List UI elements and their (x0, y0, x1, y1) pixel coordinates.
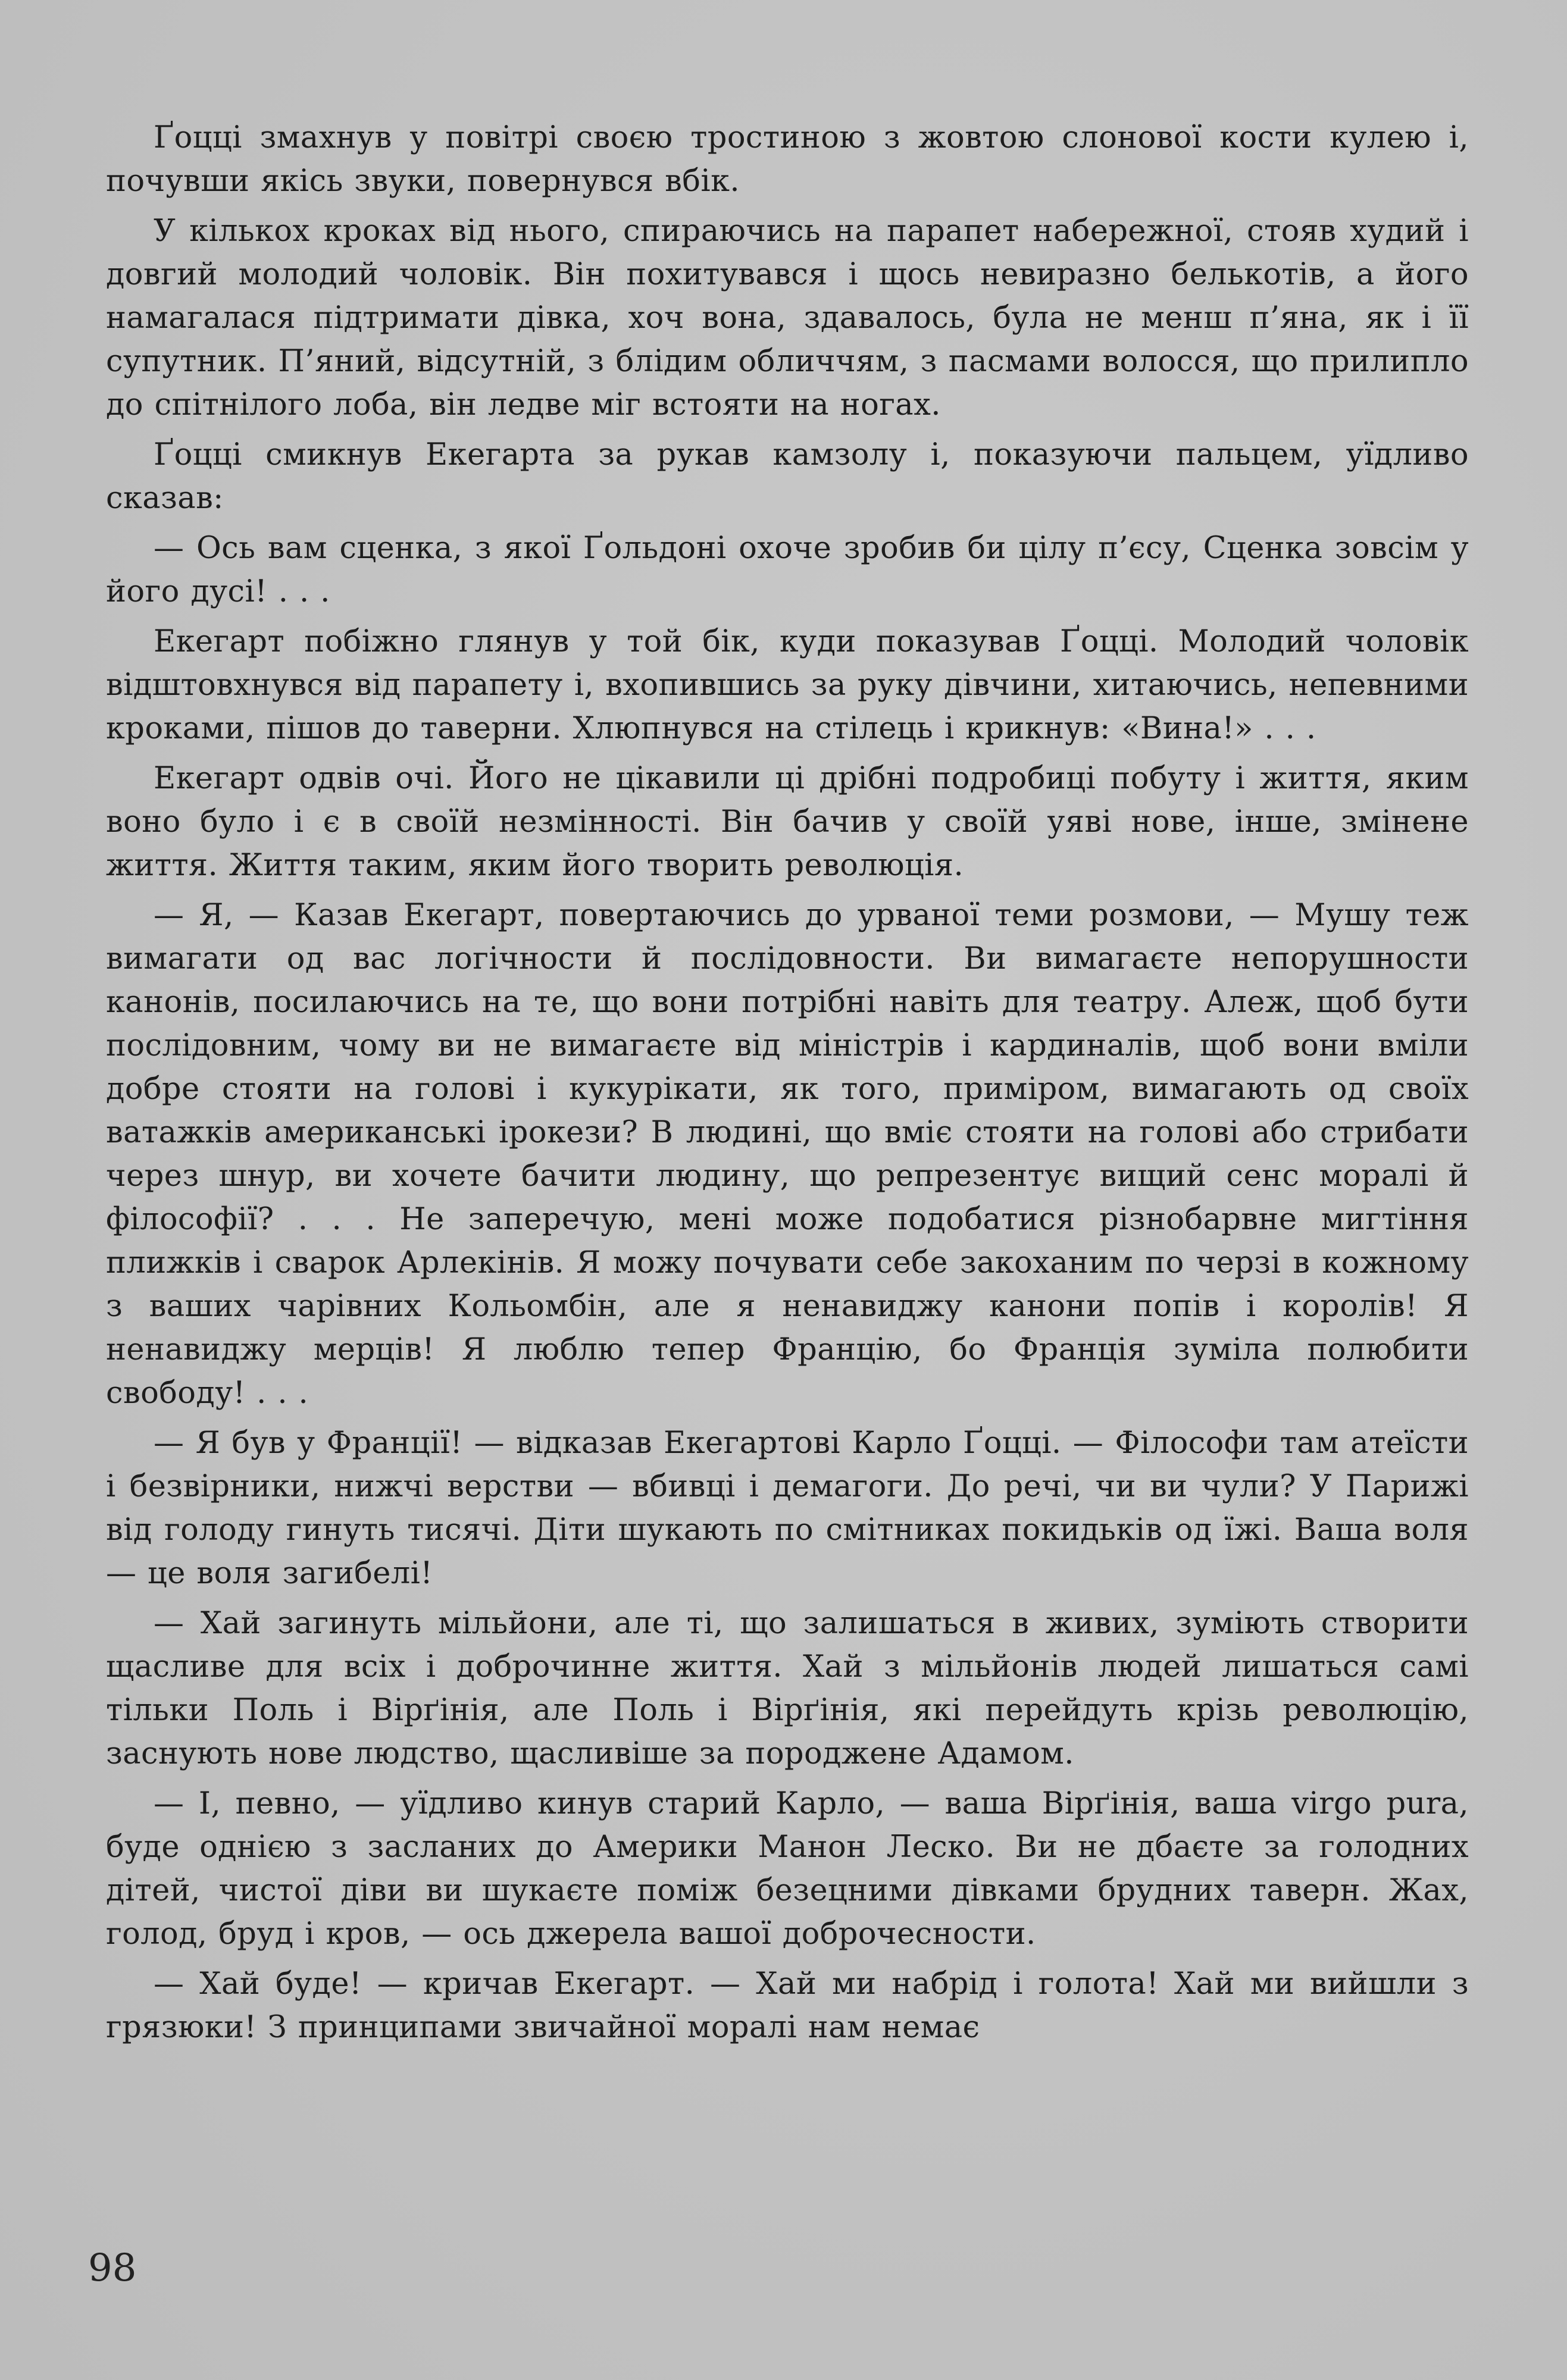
paragraph-1: Ґоцці змахнув у повітрі своєю тростиною з жовтою слонової кости кулею і, почувши якісь звуки, повернувся вбік. (106, 120, 1469, 199)
paragraph-2: У кількох кроках від нього, спираючись на парапет набережної, стояв худий і довгий молодий чоловік. Він похитувався і щось невиразно белькотів, а його намагалася підтримати дівка, хоч вона, здавалось, була не менш п’яна, як і її супутник. П’яний, відсутній, з блідим обличчям, з пасмами волосся, що прилипло до спітнілого лоба, він ледве міг встояти на ногах. (106, 214, 1469, 422)
paragraph-5: Екегарт побіжно глянув у той бік, куди показував Ґоцці. Молодий чоловік відштовхнувся від парапету і, вхопившись за руку дівчини, хитаючись, непевними кроками, пішов до таверни. Хлюпнувся на стілець і крикнув: «Вина!» . . . (106, 624, 1469, 746)
paragraph-7: — Я, — Казав Екегарт, повертаючись до урваної теми розмови, — Мушу теж вимагати од вас логічности й послідовности. Ви вимагаєте непорушности канонів, посилаючись на те, що вони потрібні навіть для театру. Алеж, щоб бути послідовним, чому ви не вимагаєте від міністрів і кардиналів, щоб вони вміли добре стояти на голові і кукурікати, як того, приміром, вимагають од своїх ватажків американські ірокези? В людині, що вміє стояти на голові або стрибати через шнур, ви хочете бачити людину, що репрезентує вищий сенс моралі й філософії? . . . Не заперечую, мені може подобатися різнобарвне мигтіння плижків і сварок Арлекінів. Я можу почувати себе закоханим по черзі в кожному з ваших чарівних Кольомбін, але я ненавиджу канони попів і королів! Я ненавиджу мерців! Я люблю тепер Францію, бо Франція зуміла полюбити свободу! . . . (106, 898, 1469, 1411)
paragraph-9: — Хай загинуть мільйони, але ті, що залишаться в живих, зуміють створити щасливе для всіх і доброчинне життя. Хай з мільйонів людей лишаться самі тільки Поль і Вірґінія, але Поль і Вірґінія, які перейдуть крізь революцію, заснують нове людство, щасливіше за породжене Адамом. (106, 1606, 1469, 1771)
body-text (106, 116, 1469, 2056)
paragraph-4: — Ось вам сценка, з якої Ґольдоні охоче зробив би цілу п’єсу, Сценка зовсім у його дусі! . . . (106, 531, 1469, 609)
paragraph-8: — Я був у Франції! — відказав Екегартові Карло Ґоцці. — Філософи там атеїсти і безвірники, нижчі верстви — вбивці і демагоги. До речі, чи ви чули? У Парижі від голоду гинуть тисячі. Діти шукають по смітниках покидьків од їжі. Ваша воля — це воля загибелі! (106, 1426, 1469, 1591)
page-number: 98 (88, 2246, 137, 2290)
paragraph-10: — І, певно, — уїдливо кинув старий Карло, — ваша Вірґінія, ваша virgo pura, буде однією з засланих до Америки Манон Леско. Ви не дбаєте за голодних дітей, чистої діви ви шукаєте поміж безецними дівками брудних таверн. Жах, голод, бруд і кров, — ось джерела вашої доброчесности. (106, 1786, 1469, 1952)
paragraph-3: Ґоцці смикнув Екегарта за рукав камзолу і, показуючи пальцем, уїдливо сказав: (106, 437, 1469, 516)
paragraph-11: — Хай буде! — кричав Екегарт. — Хай ми набрід і голота! Хай ми вийшли з грязюки! З принципами звичайної моралі нам немає (106, 1966, 1469, 2045)
paragraph-6: Екегарт одвів очі. Його не цікавили ці дрібні подробиці побуту і життя, яким воно було і є в своїй незмінності. Він бачив у своїй уяві нове, інше, змінене життя. Життя таким, яким його творить революція. (106, 761, 1469, 883)
